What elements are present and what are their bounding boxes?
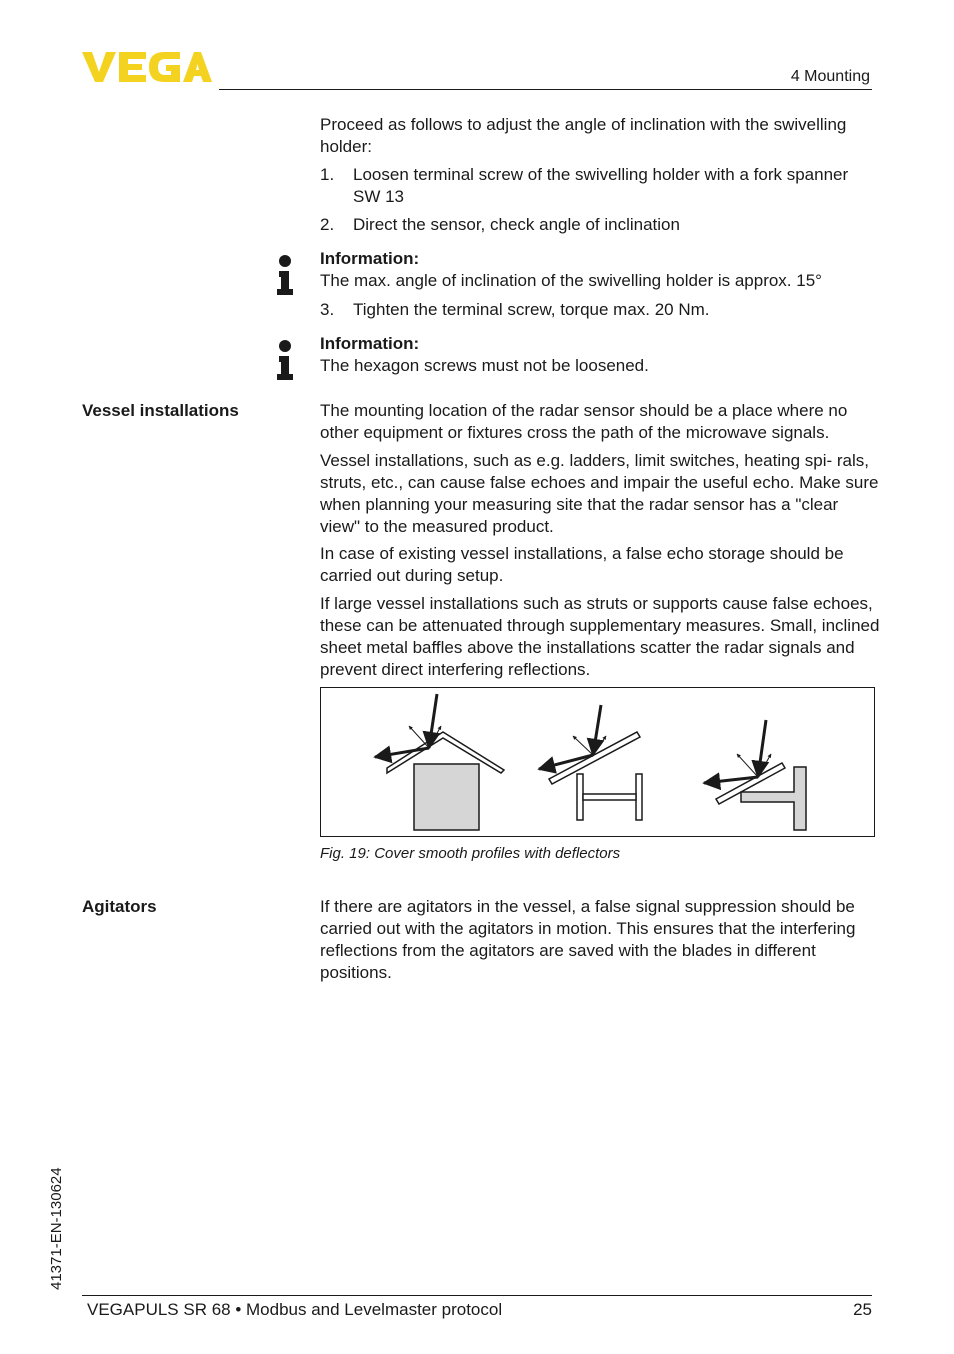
info-box [320, 248, 880, 292]
header-rule [219, 89, 872, 90]
info-text: The max. angle of inclination of the swivelling holder is approx. 15° [320, 271, 822, 290]
footer-rule [82, 1295, 872, 1296]
info-box [320, 333, 880, 377]
deflector-t-profile [704, 720, 806, 830]
step-number: 2. [320, 215, 335, 234]
step-text: Direct the sensor, check angle of inclination [353, 215, 680, 234]
vessel-paragraph: In case of existing vessel installations, a false echo storage should be carried out during setup. [320, 544, 844, 585]
figure-caption: Fig. 19: Cover smooth profiles with deflectors [320, 845, 621, 862]
vega-logo [82, 50, 212, 84]
section-title: 4 Mounting [790, 68, 870, 85]
vessel-paragraph: If large vessel installations such as struts or supports cause false echoes, these can be attenuated through supplementary measures. Small, inclined sheet metal baffles above the installations scatter the radar signals and prevent direct interfering reflections. [320, 594, 880, 679]
vessel-paragraph: The mounting location of the radar sensor should be a place where no other equipment or fixtures cross the path of the microwave signals. [320, 401, 848, 442]
deflector-i-beam [539, 705, 642, 820]
step-number: 3. [320, 300, 335, 319]
deflector-figure [320, 687, 875, 837]
list-item [320, 164, 880, 208]
info-title: Information: [320, 334, 420, 353]
list-item [320, 299, 880, 321]
vessel-paragraph: Vessel installations, such as e.g. ladders, limit switches, heating spi- rals, struts, etc., can cause false echoes and impair the useful echo. Make sure when planning your measuring site that the radar sensor has a "clear view" to the measured product. [320, 451, 879, 536]
info-icon [276, 254, 294, 296]
vessel-installations-heading: Vessel installations [82, 401, 239, 420]
deflector-roof [375, 694, 504, 830]
info-text: The hexagon screws must not be loosened. [320, 356, 649, 375]
footer-title: VEGAPULS SR 68 • Modbus and Levelmaster protocol [87, 1300, 503, 1319]
step-text: Tighten the terminal screw, torque max. 20 Nm. [353, 300, 710, 319]
page-number: 25 [853, 1300, 872, 1319]
step-number: 1. [320, 165, 335, 184]
step-text: Loosen terminal screw of the swivelling holder with a fork spanner SW 13 [353, 165, 849, 206]
agitators-heading: Agitators [82, 897, 157, 916]
list-item [320, 214, 880, 236]
intro-text: Proceed as follows to adjust the angle of inclination with the swivelling holder: [320, 115, 847, 156]
agitators-paragraph: If there are agitators in the vessel, a false signal suppression should be carried out with the agitators in motion. This ensures that the interfering reflections from the agitators are saved with the blades in different positions. [320, 897, 856, 982]
document-id: 41371-EN-130624 [48, 1167, 65, 1290]
info-icon [276, 339, 294, 381]
info-title: Information: [320, 249, 420, 268]
